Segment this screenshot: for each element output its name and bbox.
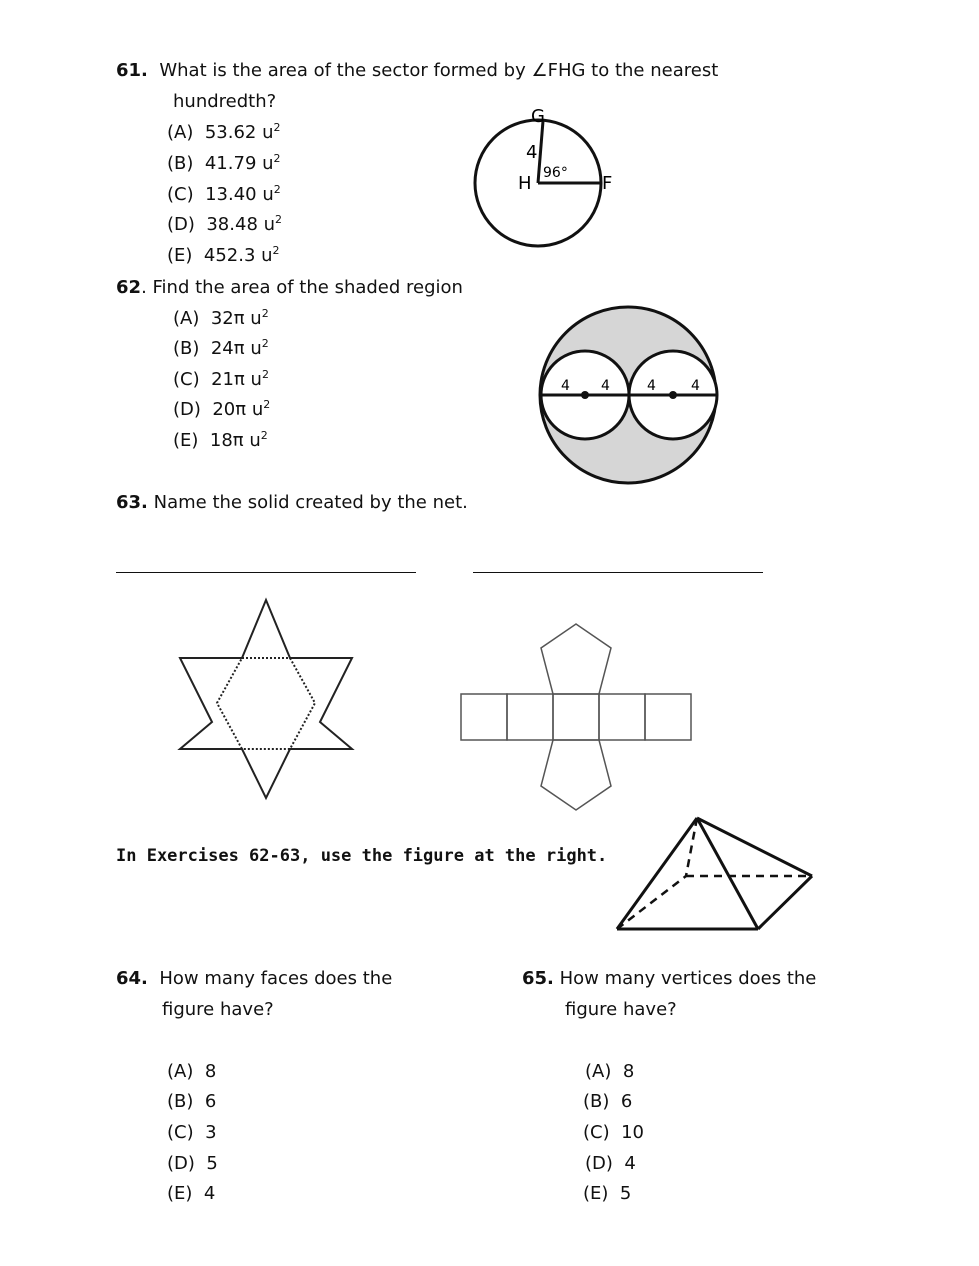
option-value: 38.48 u: [206, 214, 276, 235]
option-label: (B): [167, 1091, 194, 1112]
q65-prompt: [522, 968, 816, 989]
pyramid-figure: [610, 812, 820, 937]
option-label: (D): [167, 1153, 195, 1174]
q62-option-b[interactable]: [173, 338, 269, 359]
q62-option-a[interactable]: [173, 308, 269, 329]
edge-apex-front-left: [617, 818, 697, 929]
option-label: (C): [173, 369, 200, 390]
option-value: 53.62 u: [204, 122, 274, 143]
label-g: G: [531, 106, 545, 127]
angle-symbol: ∠: [531, 60, 548, 81]
option-value: 41.79 u: [204, 153, 274, 174]
exercise-instruction: In Exercises 62-63, use the figure at the right.: [116, 846, 608, 866]
option-label: (E): [173, 430, 199, 451]
segment-label-1: 4: [561, 378, 570, 394]
option-label: (C): [583, 1122, 610, 1143]
q61-prompt: [116, 60, 718, 81]
q61-option-a[interactable]: [167, 122, 280, 143]
option-label: (D): [167, 214, 195, 235]
q65-option-b[interactable]: [583, 1091, 632, 1112]
q62-prompt: [116, 277, 463, 298]
edge-right-base: [758, 876, 812, 929]
pentagon-top: [541, 624, 611, 694]
q63-number: 63.: [116, 492, 148, 513]
q64-number: 64.: [116, 968, 148, 989]
q65-text: How many vertices does the: [559, 968, 817, 989]
option-label: (A): [167, 1061, 194, 1082]
label-f: F: [602, 173, 613, 194]
option-label: (A): [167, 122, 194, 143]
q65-option-c[interactable]: [583, 1122, 644, 1143]
net-rectangle-4: [599, 694, 645, 740]
option-exponent: 2: [261, 368, 269, 381]
hexagon-fold-lines: [217, 658, 315, 749]
net-rectangle-1: [461, 694, 507, 740]
option-exponent: 2: [263, 398, 271, 411]
q63-prompt: [116, 492, 468, 513]
q65-number: 65.: [522, 968, 554, 989]
q61-option-e[interactable]: [167, 245, 280, 266]
label-h: H: [518, 173, 532, 194]
option-value: 18π u: [209, 430, 261, 451]
option-label: (A): [173, 308, 200, 329]
option-label: (C): [167, 184, 194, 205]
option-exponent: 2: [273, 183, 281, 196]
q61-number: 61.: [116, 60, 148, 81]
q62-shaded-figure: [530, 300, 730, 490]
q61-text: What is the area of the sector formed by: [159, 60, 526, 81]
option-exponent: 2: [275, 213, 283, 226]
q61-option-d[interactable]: [167, 214, 282, 235]
option-label: (A): [585, 1061, 612, 1082]
q64-prompt: [116, 968, 392, 989]
q64-text: How many faces does the: [159, 968, 393, 989]
q61-prompt-line2: hundredth?: [173, 91, 277, 112]
q61-circle-figure: [460, 100, 640, 250]
option-label: (E): [167, 245, 193, 266]
q61-text-rest: FHG to the nearest: [547, 60, 719, 81]
option-exponent: 2: [273, 121, 281, 134]
radius-label: 4: [526, 142, 538, 163]
option-value: 4: [624, 1153, 636, 1174]
q65-prompt-line2: figure have?: [565, 999, 677, 1020]
q61-option-c[interactable]: [167, 184, 281, 205]
net-rectangle-5: [645, 694, 691, 740]
q65-option-a[interactable]: [585, 1061, 634, 1082]
option-value: 20π u: [212, 399, 264, 420]
net-rectangle-3: [553, 694, 599, 740]
option-value: 452.3 u: [203, 245, 273, 266]
option-exponent: 2: [272, 244, 280, 257]
star-outline: [180, 600, 352, 798]
segment-label-3: 4: [647, 378, 656, 394]
option-value: 4: [203, 1183, 216, 1204]
option-value: 8: [204, 1061, 217, 1082]
option-value: 21π u: [211, 369, 262, 390]
option-value: 8: [622, 1061, 635, 1082]
q62-option-c[interactable]: [173, 369, 269, 390]
q64-option-e[interactable]: [167, 1183, 215, 1204]
pentagon-bottom: [541, 740, 611, 810]
option-label: (E): [167, 1183, 193, 1204]
q64-prompt-line2: figure have?: [162, 999, 274, 1020]
q64-option-d[interactable]: [167, 1153, 218, 1174]
hidden-edge-left-base: [617, 876, 686, 929]
answer-line-left[interactable]: [116, 572, 416, 573]
option-label: (D): [585, 1153, 613, 1174]
q62-number: 62: [116, 277, 142, 298]
q64-option-c[interactable]: [167, 1122, 217, 1143]
option-value: 32π u: [210, 308, 262, 329]
option-value: 6: [620, 1091, 633, 1112]
net-rectangle-2: [507, 694, 553, 740]
option-exponent: 2: [261, 337, 269, 350]
q64-option-a[interactable]: [167, 1061, 216, 1082]
option-exponent: 2: [260, 429, 268, 442]
q62-option-e[interactable]: [173, 430, 268, 451]
option-value: 10: [621, 1122, 644, 1143]
option-value: 3: [205, 1122, 217, 1143]
q65-option-d[interactable]: [585, 1153, 636, 1174]
option-value: 6: [204, 1091, 217, 1112]
option-value: 13.40 u: [205, 184, 274, 205]
angle-label: 96°: [543, 165, 568, 181]
answer-line-right[interactable]: [473, 572, 763, 573]
q61-option-b[interactable]: [167, 153, 281, 174]
star-net-figure: [170, 590, 370, 810]
prism-net-figure: [455, 618, 705, 818]
q65-option-e[interactable]: [583, 1183, 631, 1204]
option-exponent: 2: [261, 307, 269, 320]
option-value: 5: [206, 1153, 218, 1174]
option-exponent: 2: [273, 152, 281, 165]
q63-text: Name the solid created by the net.: [153, 492, 468, 513]
segment-label-4: 4: [691, 378, 700, 394]
option-label: (B): [583, 1091, 610, 1112]
option-label: (D): [173, 399, 201, 420]
option-value: 24π u: [210, 338, 262, 359]
option-label: (E): [583, 1183, 609, 1204]
center-dot-left: [581, 391, 589, 399]
option-label: (C): [167, 1122, 194, 1143]
q62-text: . Find the area of the shaded region: [141, 277, 463, 298]
option-label: (B): [173, 338, 200, 359]
segment-label-2: 4: [601, 378, 610, 394]
q62-option-d[interactable]: [173, 399, 270, 420]
option-value: 5: [619, 1183, 632, 1204]
center-dot-right: [669, 391, 677, 399]
q64-option-b[interactable]: [167, 1091, 216, 1112]
option-label: (B): [167, 153, 194, 174]
